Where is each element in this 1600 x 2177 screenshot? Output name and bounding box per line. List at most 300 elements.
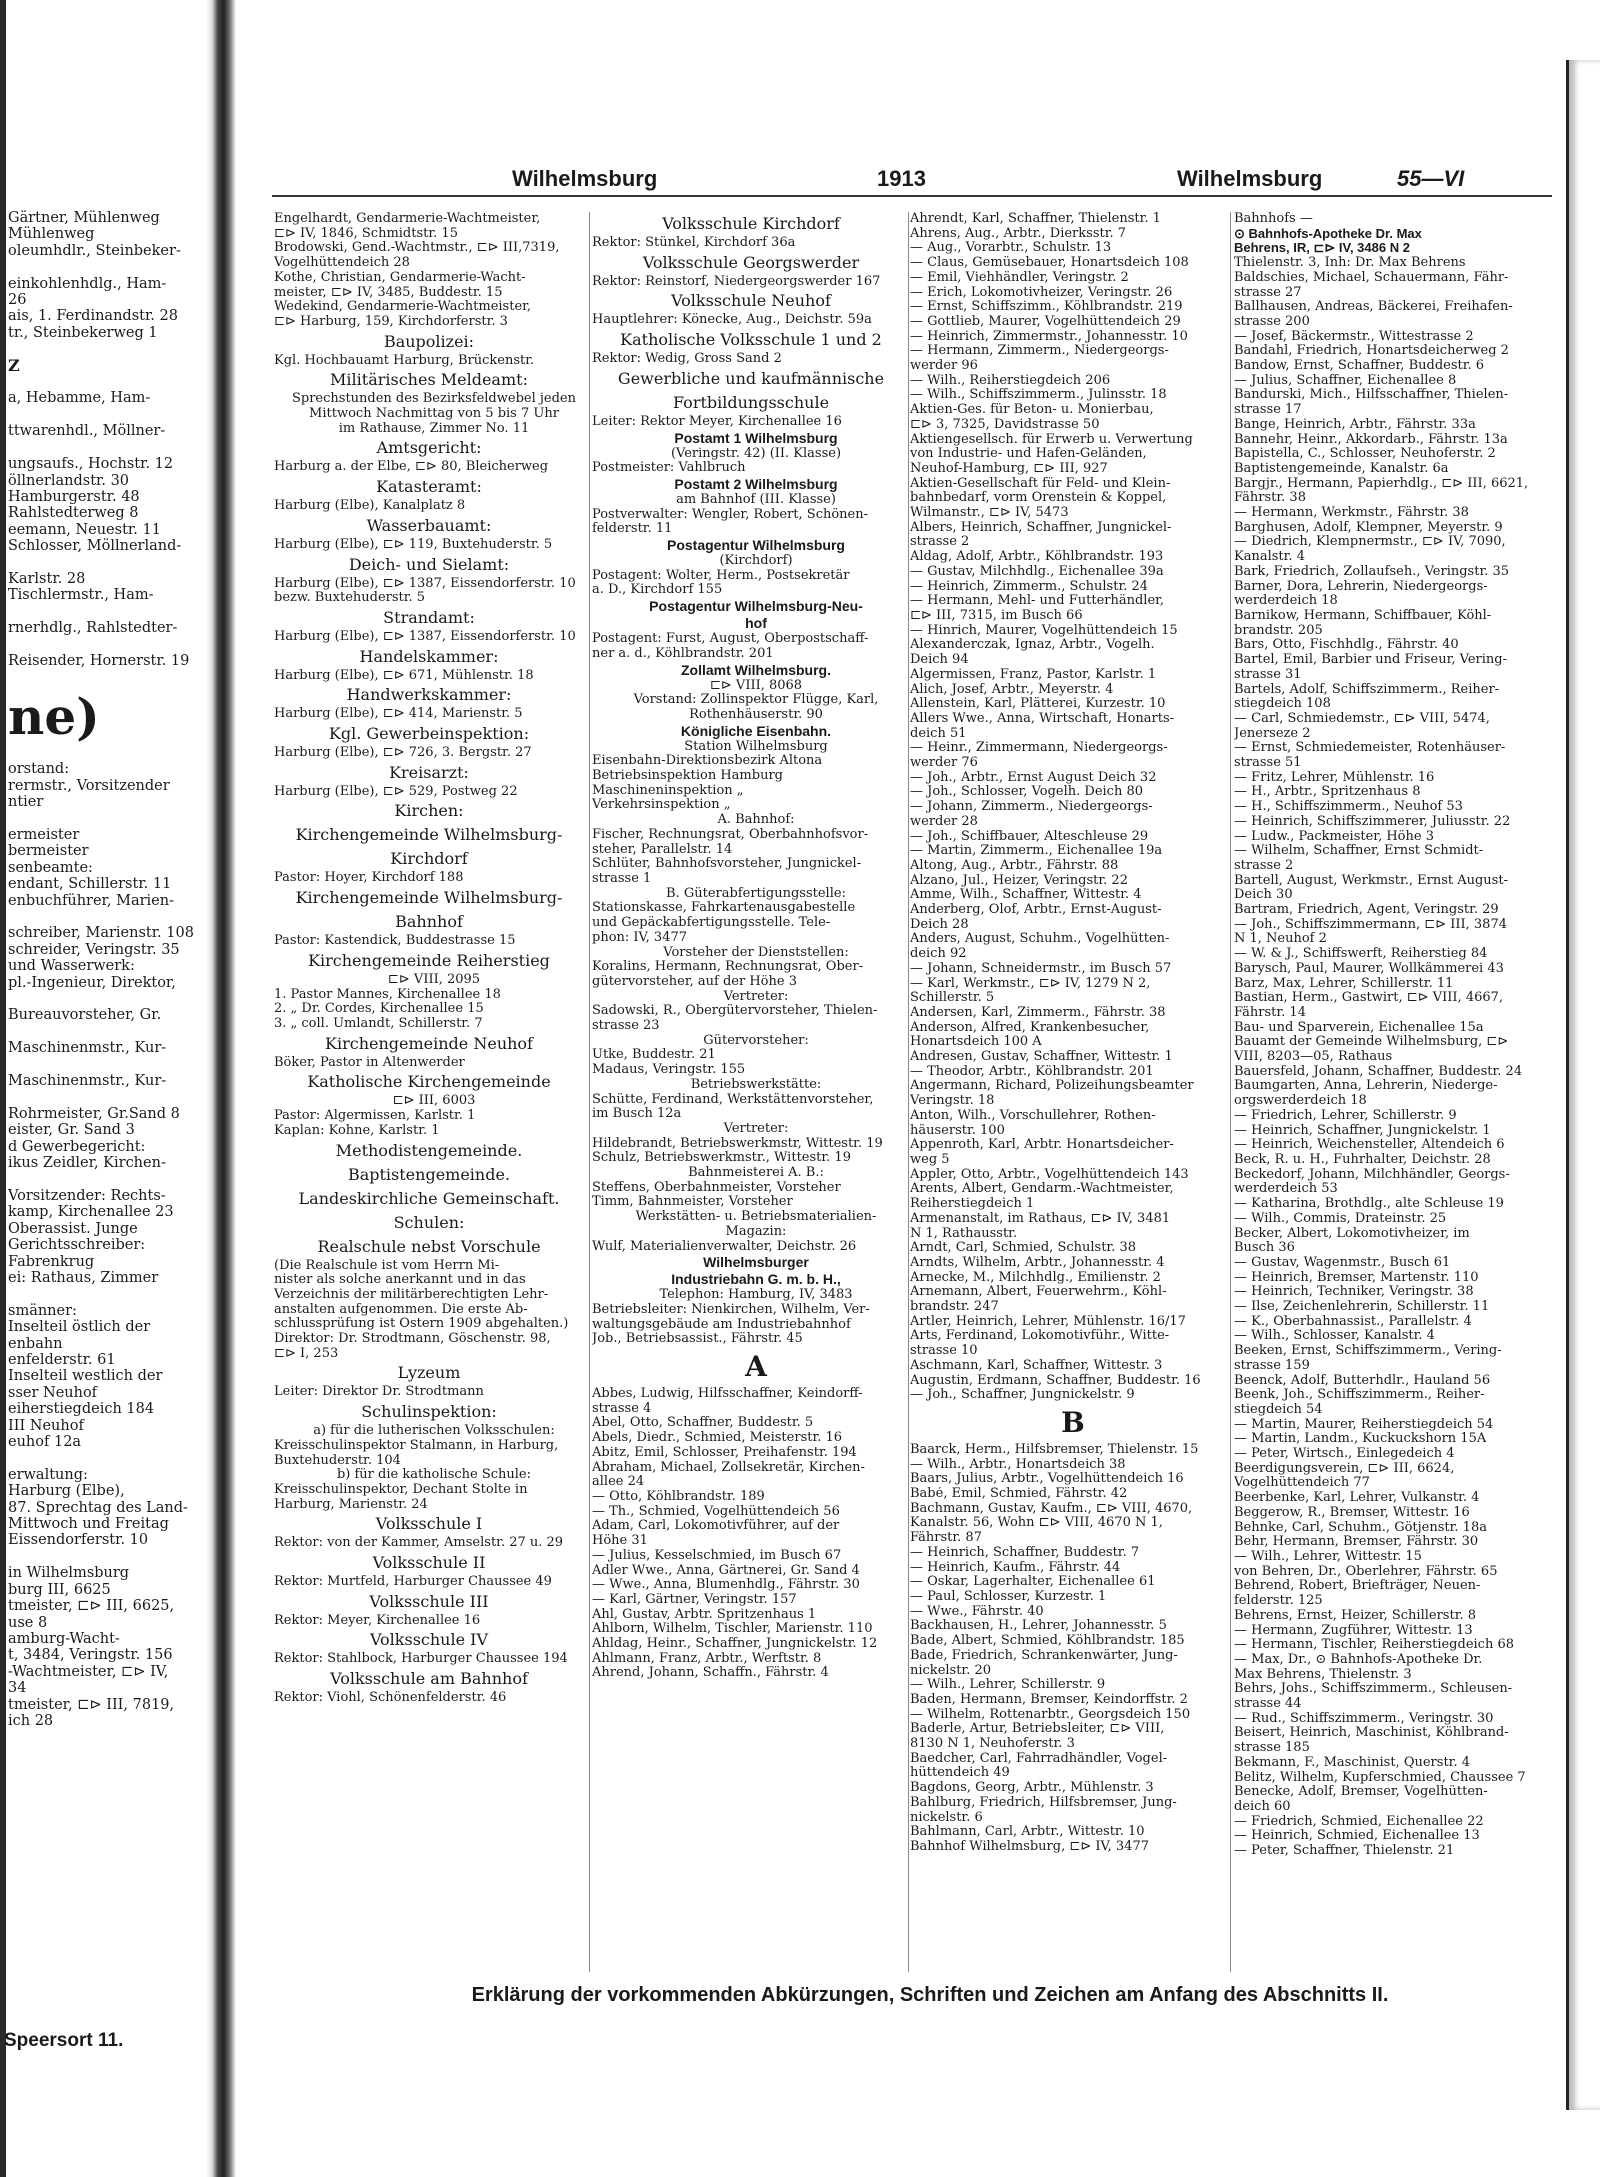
directory-line: Pastor: Algermissen, Karlstr. 1	[274, 1109, 476, 1124]
fragment-line: Rahlstedterweg 8	[8, 505, 139, 522]
directory-line: Harburg (Elbe), ⊏⊳ 414, Marienstr. 5	[274, 707, 523, 722]
directory-column-2	[592, 212, 910, 2012]
directory-line: Abraham, Michael, Zollsekretär, Kirchen-	[592, 1460, 865, 1475]
directory-line: — Heinrich, Zimmerm., Schulstr. 24	[910, 579, 1149, 594]
fragment-line: ikus Zeidler, Kirchen-	[8, 1155, 166, 1172]
directory-line: 3. „ coll. Umlandt, Schillerstr. 7	[274, 1016, 483, 1031]
directory-line: Rektor: Viohl, Schönenfelderstr. 46	[274, 1691, 507, 1706]
fragment-line	[8, 1450, 204, 1466]
directory-line: (Kirchdorf)	[719, 554, 793, 569]
directory-line: Arents, Albert, Gendarm.-Wachtmeister,	[910, 1182, 1174, 1197]
directory-line: Bartel, Emil, Barbier und Friseur, Vering-	[1234, 653, 1508, 668]
directory-line: Steffens, Oberbahnmeister, Vorsteher	[592, 1180, 841, 1195]
directory-line: und Gepäckabfertigungsstelle. Tele-	[592, 916, 831, 931]
directory-line: — Oskar, Lagerhalter, Eichenallee 61	[910, 1575, 1156, 1590]
directory-line: Veringstr. 18	[910, 1094, 995, 1109]
directory-line: Werkstätten- u. Betriebsmaterialien-	[635, 1210, 877, 1225]
directory-line: brandstr. 205	[1234, 623, 1323, 638]
directory-line: strasse 4	[592, 1401, 652, 1416]
directory-line: Postagent: Wolter, Herm., Postsekretär	[592, 568, 850, 583]
directory-line: Rektor: Meyer, Kirchenallee 16	[274, 1613, 481, 1628]
section-heading: Gewerbliche und kaufmännische	[617, 368, 885, 388]
directory-line: Bahnhof Wilhelmsburg, ⊏⊳ IV, 3477	[910, 1839, 1149, 1854]
directory-line: häuserstr. 100	[910, 1123, 1005, 1138]
directory-line: Verkehrsinspektion „	[592, 798, 731, 813]
directory-line: strasse 185	[1234, 1741, 1310, 1756]
fragment-line	[8, 811, 204, 827]
directory-line: — Wilhelm, Rottenarbtr., Georgsdeich 150	[910, 1707, 1191, 1722]
directory-line: Beerbenke, Karl, Lehrer, Vulkanstr. 4	[1234, 1491, 1480, 1506]
directory-line: Honartsdeich 100 A	[910, 1035, 1042, 1050]
directory-line: bahnbedarf, vorm Orenstein & Koppel,	[910, 491, 1167, 506]
fragment-line: ich 28	[8, 1712, 54, 1729]
directory-line: Vorsteher der Dienststellen:	[663, 945, 849, 960]
directory-line: Beisert, Heinrich, Maschinist, Köhlbrand-	[1234, 1726, 1509, 1741]
directory-line: werder 96	[910, 359, 978, 374]
directory-line: von Behren, Dr., Oberlehrer, Fährstr. 65	[1234, 1564, 1498, 1579]
directory-line: brandstr. 247	[910, 1300, 999, 1315]
directory-line: 8130 N 1, Neuhoferstr. 3	[910, 1737, 1075, 1752]
directory-line: von Industrie- und Hafen-Geländen,	[910, 447, 1147, 462]
directory-line: Algermissen, Franz, Pastor, Karlstr. 1	[910, 667, 1157, 682]
fragment-line: 87. Sprechtag des Land-	[8, 1499, 188, 1516]
directory-line: Vertreter:	[723, 1121, 789, 1136]
directory-line: — Emil, Viehhändler, Veringstr. 2	[910, 270, 1129, 285]
directory-line: Brodowski, Gend.-Wachtmstr., ⊏⊳ III,7319,	[274, 241, 560, 256]
directory-line: Behrens, Ernst, Heizer, Schillerstr. 8	[1234, 1608, 1477, 1623]
fragment-line: Maschinenmstr., Kur-	[8, 1073, 167, 1090]
directory-line: Fischer, Rechnungsrat, Oberbahnhofsvor-	[592, 827, 869, 842]
directory-line: Arndts, Wilhelm, Arbtr., Johannesstr. 4	[910, 1255, 1165, 1270]
fragment-line: enbahn	[8, 1335, 63, 1352]
directory-line: — Theodor, Arbtr., Köhlbrandstr. 201	[910, 1064, 1154, 1079]
directory-line: Andresen, Gustav, Schaffner, Wittestr. 1	[910, 1050, 1173, 1065]
directory-line: deich 92	[910, 947, 967, 962]
directory-line: — Heinrich, Kaufm., Fährstr. 44	[910, 1560, 1121, 1575]
directory-line: — Paul, Schlosser, Kurzestr. 1	[910, 1589, 1107, 1604]
fragment-line: eemann, Neuestr. 11	[8, 521, 161, 538]
directory-line: Arnecke, M., Milchhdlg., Emilienstr. 2	[910, 1270, 1161, 1285]
section-heading: Handelskammer:	[359, 646, 499, 666]
directory-line: Behrend, Robert, Briefträger, Neuen-	[1234, 1579, 1481, 1594]
directory-line: — Aug., Vorarbtr., Schulstr. 13	[910, 241, 1112, 256]
fragment-line: Gärtner, Mühlenweg	[8, 210, 160, 226]
directory-line: — Heinrich, Schiffszimmerer, Juliusstr. 22	[1234, 814, 1511, 829]
directory-line: ⊏⊳ III, 6003	[392, 1094, 476, 1109]
section-heading: Kirchengemeinde Neuhof	[325, 1033, 533, 1053]
directory-line: — Wilhelm, Schaffner, Ernst Schmidt-	[1234, 844, 1484, 859]
fragment-line: Inselteil östlich der	[8, 1319, 151, 1336]
fragment-line: 26	[8, 292, 27, 309]
section-heading: Amtsgericht:	[376, 438, 482, 458]
section-heading: Zollamt Wilhelmsburg.	[681, 661, 831, 678]
fragment-line: ungsaufs., Hochstr. 12	[8, 456, 174, 473]
header-rule	[272, 195, 1552, 197]
directory-line: Baars, Julius, Arbtr., Vogelhüttendeich 16	[910, 1472, 1184, 1487]
fragment-line: Bureauvorsteher, Gr.	[8, 1007, 162, 1024]
fragment-line: Tischlermstr., Ham-	[8, 587, 154, 604]
directory-line: — Th., Schmied, Vogelhüttendeich 56	[592, 1504, 840, 1519]
directory-line: — H., Arbtr., Spritzenhaus 8	[1234, 785, 1421, 800]
directory-line: Bauersfeld, Johann, Schaffner, Buddestr. 24	[1234, 1064, 1523, 1079]
directory-line: Bartell, August, Werkmstr., Ernst August-	[1234, 873, 1508, 888]
letter-heading: B	[1061, 1405, 1085, 1439]
fragment-line	[8, 991, 204, 1007]
section-heading: Baptistengemeinde.	[347, 1164, 511, 1184]
directory-line: — Friedrich, Lehrer, Schillerstr. 9	[1234, 1108, 1457, 1123]
fragment-line	[8, 259, 204, 275]
header-place-left: Wilhelmsburg	[512, 166, 658, 191]
directory-line: b) für die katholische Schule:	[336, 1468, 532, 1483]
directory-line: Bade, Albert, Schmied, Köhlbrandstr. 185	[910, 1634, 1185, 1649]
directory-line: ⊏⊳ VIII, 8068	[709, 678, 803, 693]
directory-line: — W. & J., Schiffswerft, Reiherstieg 84	[1234, 947, 1488, 962]
fragment-line: einkohlenhdlg., Ham-	[8, 275, 167, 292]
section-heading: Realschule nebst Vorschule	[317, 1236, 541, 1256]
fragment-line: use 8	[8, 1614, 48, 1631]
directory-line: Beckedorf, Johann, Milchhändler, Georgs-	[1234, 1167, 1510, 1182]
directory-line: Rektor: Murtfeld, Harburger Chaussee 49	[274, 1575, 552, 1590]
directory-line: (Veringstr. 42) (II. Klasse)	[670, 446, 842, 461]
fragment-line: III Neuhof	[8, 1417, 84, 1434]
facing-page-footer: Speersort 11.	[4, 2030, 124, 2051]
directory-line: Amme, Wilh., Schaffner, Wittestr. 4	[910, 888, 1142, 903]
directory-line: Aldag, Adolf, Arbtr., Köhlbrandstr. 193	[910, 550, 1164, 565]
directory-line: — Joh., Arbtr., Ernst August Deich 32	[910, 770, 1157, 785]
directory-line: Wilmanstr., ⊏⊳ IV, 5473	[910, 506, 1069, 521]
section-heading: Strandamt:	[383, 607, 475, 627]
directory-line: — Martin, Landm., Kuckuckshorn 15A	[1234, 1432, 1487, 1447]
directory-line: Appler, Otto, Arbtr., Vogelhüttendeich 143	[910, 1167, 1189, 1182]
fragment-line: ne)	[8, 687, 100, 747]
facing-page-fragment	[8, 210, 204, 2050]
directory-line: stiegdeich 54	[1234, 1402, 1323, 1417]
directory-line: im Busch 12a	[592, 1107, 682, 1122]
directory-line: Barghusen, Adolf, Klempner, Meyerstr. 9	[1234, 520, 1503, 535]
section-heading: Methodistengemeinde.	[335, 1140, 523, 1160]
directory-line: deich 51	[910, 726, 967, 741]
directory-line: ner a. d., Köhlbrandstr. 201	[592, 646, 774, 661]
fragment-line: Reisender, Hornerstr. 19	[8, 652, 190, 669]
directory-line: — Wilh., Lehrer, Wittestr. 15	[1234, 1549, 1422, 1564]
directory-line: strasse 17	[1234, 403, 1302, 418]
section-heading: Lyzeum	[397, 1363, 461, 1383]
directory-line: Rektor: Wedig, Gross Sand 2	[592, 352, 782, 367]
directory-line: Postmeister: Vahlbruch	[592, 461, 746, 476]
directory-line: waltungsgebäude am Industriebahnhof	[592, 1317, 851, 1332]
directory-line: Bade, Friedrich, Schrankenwärter, Jung-	[910, 1648, 1178, 1663]
section-heading: Katholische Kirchengemeinde	[307, 1072, 551, 1092]
running-header	[512, 166, 1562, 196]
page-number: 55—VI	[1397, 166, 1465, 191]
directory-line: Beeken, Ernst, Schiffszimmerm., Vering-	[1234, 1344, 1502, 1359]
directory-line: — Julius, Schaffner, Eichenallee 8	[1234, 373, 1457, 388]
section-heading: Schulen:	[393, 1212, 465, 1232]
fragment-line	[8, 637, 204, 653]
directory-line: Baumgarten, Anna, Lehrerin, Niederge-	[1234, 1079, 1498, 1094]
directory-line: Fährstr. 38	[1234, 491, 1306, 506]
section-heading: Kirchengemeinde Wilhelmsburg-	[295, 825, 563, 845]
directory-line: Behrs, Johs., Schiffszimmerm., Schleusen-	[1234, 1682, 1513, 1697]
directory-line: Abitz, Emil, Schlosser, Preihafenstr. 194	[592, 1445, 857, 1460]
directory-line: Wulf, Materialienverwalter, Deichstr. 26	[592, 1239, 857, 1254]
directory-line: Schulz, Betriebswerkmstr., Wittestr. 19	[592, 1151, 851, 1166]
directory-line: Vertreter:	[723, 989, 789, 1004]
directory-line: Backhausen, H., Lehrer, Johannesstr. 5	[910, 1619, 1167, 1634]
directory-line: Bars, Otto, Fischhdlg., Fährstr. 40	[1234, 638, 1459, 653]
directory-line: Barz, Max, Lehrer, Schillerstr. 11	[1234, 976, 1454, 991]
directory-line: Ahrend, Johann, Schaffn., Fährstr. 4	[592, 1666, 829, 1681]
directory-line: — Heinr., Zimmermann, Niedergeorgs-	[910, 741, 1168, 756]
directory-line: Harburg, Marienstr. 24	[274, 1497, 428, 1512]
directory-line: a) für die lutherischen Volksschulen:	[313, 1424, 555, 1439]
fragment-line: Inselteil westlich der	[8, 1368, 163, 1385]
section-heading: Postamt 2 Wilhelmsburg	[674, 475, 838, 492]
directory-line: Adler Wwe., Anna, Gärtnerei, Gr. Sand 4	[592, 1563, 860, 1578]
section-heading: Kgl. Gewerbeinspektion:	[328, 724, 530, 744]
directory-line: werder 28	[910, 814, 978, 829]
directory-line: Allenstein, Karl, Plätterei, Kurzestr. 10	[910, 697, 1166, 712]
fragment-line: pl.-Ingenieur, Direktor,	[8, 974, 176, 991]
directory-line: — Hinrich, Maurer, Vogelhüttendeich 15	[910, 623, 1178, 638]
directory-line: Neuhof-Hamburg, ⊏⊳ III, 927	[910, 461, 1108, 476]
fragment-line: a, Hebamme, Ham-	[8, 390, 151, 407]
directory-line: Baarck, Herm., Hilfsbremser, Thielenstr. 15	[910, 1442, 1199, 1457]
section-heading: Volksschule IV	[369, 1630, 489, 1650]
directory-line: allee 24	[592, 1475, 645, 1490]
fragment-line: ntier	[8, 794, 44, 811]
directory-line: bezw. Buxtehuderstr. 5	[274, 591, 426, 606]
directory-line: gütervorsteher, auf der Höhe 3	[592, 974, 797, 989]
directory-line: Ahlmann, Franz, Arbtr., Werftstr. 8	[592, 1651, 822, 1666]
directory-line: — Katharina, Brothdlg., alte Schleuse 19	[1234, 1197, 1504, 1212]
directory-line: Aktien-Gesellschaft für Feld- und Klein-	[910, 476, 1171, 491]
directory-line: Böker, Pastor in Altenwerder	[274, 1055, 465, 1070]
directory-line: strasse 2	[1234, 858, 1294, 873]
directory-line: ⊙ Bahnhofs-Apotheke Dr. Max	[1234, 226, 1422, 241]
fragment-line	[8, 374, 204, 390]
directory-line: — Max, Dr., ⊙ Bahnhofs-Apotheke Dr.	[1234, 1652, 1483, 1667]
directory-line: Harburg (Elbe), ⊏⊳ 1387, Eissendorferstr. 10	[274, 576, 576, 591]
directory-line: Ahrendt, Karl, Schaffner, Thielenstr. 1	[910, 212, 1161, 226]
directory-line: Bandahl, Friedrich, Honartsdeicherweg 2	[1234, 344, 1509, 359]
directory-line: werder 76	[910, 756, 978, 771]
directory-line: Rektor: Stahlbock, Harburger Chaussee 194	[274, 1652, 568, 1667]
directory-line: nister als solche anerkannt und in das	[274, 1273, 526, 1288]
column-divider	[1230, 212, 1231, 1972]
fragment-line	[8, 604, 204, 620]
section-heading: Handwerkskammer:	[346, 685, 512, 705]
directory-line: Vogelhüttendeich 77	[1234, 1476, 1370, 1491]
directory-line: Hildebrandt, Betriebswerkmstr, Wittestr. 19	[592, 1136, 883, 1151]
section-heading: Industriebahn G. m. b. H.,	[671, 1271, 841, 1288]
directory-line: strasse 31	[1234, 667, 1302, 682]
directory-line: — Heinrich, Weichensteller, Altendeich 6	[1234, 1138, 1505, 1153]
fragment-line	[8, 407, 204, 423]
directory-line: Baderle, Artur, Betriebsleiter, ⊏⊳ VIII,	[910, 1722, 1165, 1737]
fragment-line	[8, 1286, 204, 1302]
directory-line: — Heinrich, Bremser, Martenstr. 110	[1234, 1270, 1479, 1285]
section-heading: Schulinspektion:	[361, 1402, 497, 1422]
fragment-line: amburg-Wacht-	[8, 1630, 120, 1647]
fragment-line: Hamburgerstr. 48	[8, 488, 140, 505]
directory-line: Timm, Bahnmeister, Vorsteher	[592, 1195, 793, 1210]
directory-line: — Gustav, Wagenmstr., Busch 61	[1234, 1255, 1451, 1270]
directory-line: strasse 159	[1234, 1358, 1310, 1373]
directory-line: orgswerderdeich 18	[1234, 1094, 1367, 1109]
directory-line: Anders, August, Schuhm., Vogelhütten-	[910, 932, 1170, 947]
directory-line: Artler, Heinrich, Lehrer, Mühlenstr. 16/17	[910, 1314, 1186, 1329]
directory-line: Postagent: Furst, August, Oberpostschaff-	[592, 632, 869, 647]
fragment-line: Fabrenkrug	[8, 1253, 95, 1270]
directory-line: Buxtehuderstr. 104	[274, 1453, 401, 1468]
directory-line: Deich 94	[910, 653, 969, 668]
section-heading: Volksschule Kirchdorf	[662, 214, 840, 233]
directory-line: Appenroth, Karl, Arbtr. Honartsdeicher-	[910, 1138, 1174, 1153]
directory-line: Augustin, Erdmann, Schaffner, Buddestr. 16	[910, 1373, 1201, 1388]
directory-line: Stationskasse, Fahrkartenausgabestelle	[592, 901, 856, 916]
directory-line: Baden, Hermann, Bremser, Keindorffstr. 2	[910, 1692, 1188, 1707]
directory-line: Bauamt der Gemeinde Wilhelmsburg, ⊏⊳	[1234, 1035, 1509, 1050]
directory-line: Bahnhofs —	[1234, 212, 1313, 226]
section-heading: Katasteramt:	[376, 477, 482, 497]
directory-line: ⊏⊳ 3, 7325, Davidstrasse 50	[910, 417, 1100, 432]
directory-line: Harburg (Elbe), ⊏⊳ 671, Mühlenstr. 18	[274, 668, 534, 683]
directory-line: Gütervorsteher:	[703, 1033, 809, 1048]
directory-line: — Hermann, Tischler, Reiherstiegdeich 68	[1234, 1638, 1515, 1653]
directory-line: A. Bahnhof:	[717, 813, 795, 828]
section-heading: Kirchen:	[394, 801, 464, 821]
fragment-line	[8, 1057, 204, 1073]
directory-line: — Otto, Köhlbrandstr. 189	[592, 1490, 765, 1504]
fragment-line: tr., Steinbekerweg 1	[8, 324, 158, 341]
book-gutter	[206, 0, 236, 2177]
fragment-line: eister, Gr. Sand 3	[8, 1122, 135, 1139]
directory-line: Reiherstiegdeich 1	[910, 1197, 1035, 1212]
fragment-line	[8, 555, 204, 571]
directory-line: — Carl, Schmiedemstr., ⊏⊳ VIII, 5474,	[1234, 711, 1490, 726]
directory-line: Utke, Buddestr. 21	[592, 1048, 716, 1063]
fragment-line: ais, 1. Ferdinandstr. 28	[8, 308, 178, 325]
directory-line: nickelstr. 6	[910, 1810, 983, 1825]
directory-line: anstalten aufgenommen. Die erste Ab-	[274, 1302, 528, 1317]
directory-line: Höhe 31	[592, 1534, 648, 1549]
directory-line: — Ernst, Schiffszimm., Köhlbrandstr. 219	[910, 300, 1183, 315]
fragment-line: burg III, 6625	[8, 1581, 111, 1598]
page-edge-right	[1566, 60, 1600, 2110]
directory-line: Bange, Heinrich, Arbtr., Fährstr. 33a	[1234, 417, 1476, 432]
directory-line: Rektor: Reinstorf, Niedergeorgswerder 167	[592, 274, 881, 289]
directory-line: — Peter, Wirtsch., Einlegedeich 4	[1234, 1447, 1455, 1462]
directory-line: Bandurski, Mich., Hilfsschaffner, Thielen-	[1234, 388, 1509, 403]
directory-line: Bahlburg, Friedrich, Hilfsbremser, Jung-	[910, 1795, 1177, 1810]
section-heading: Katholische Volksschule 1 und 2	[620, 330, 882, 350]
directory-line: Barner, Dora, Lehrerin, Niedergeorgs-	[1234, 579, 1488, 594]
directory-line: Deich 28	[910, 917, 969, 932]
directory-line: felderstr. 11	[592, 522, 673, 537]
directory-line: Hauptlehrer: Könecke, Aug., Deichstr. 59a	[592, 313, 872, 328]
directory-line: — Wilh., Commis, Drateinstr. 25	[1234, 1211, 1447, 1226]
fragment-line: Schlosser, Möllnerland-	[8, 538, 182, 555]
directory-line: ⊏⊳ Harburg, 159, Kirchdorferstr. 3	[274, 314, 508, 329]
section-heading: Postagentur Wilhelmsburg-Neu-	[649, 598, 863, 615]
directory-line: Bau- und Sparverein, Eichenallee 15a	[1234, 1020, 1484, 1035]
section-heading: Landeskirchliche Gemeinschaft.	[298, 1188, 560, 1208]
fragment-line: tmeister, ⊏⊳ III, 6625,	[8, 1598, 175, 1615]
directory-line: — Gottlieb, Maurer, Vogelhüttendeich 29	[910, 314, 1181, 329]
directory-line: Fährstr. 14	[1234, 1005, 1306, 1020]
fragment-line: ermeister	[8, 827, 80, 843]
fragment-line	[8, 1549, 204, 1565]
directory-line: Thielenstr. 3, Inh: Dr. Max Behrens	[1234, 256, 1466, 271]
fragment-line: ttwarenhdl., Möllner-	[8, 423, 166, 440]
directory-line: Alexanderczak, Ignaz, Arbtr., Vogelh.	[910, 638, 1155, 653]
directory-line: Telephon: Hamburg, IV, 3483	[659, 1288, 853, 1303]
fragment-line: Oberassist. Junge	[8, 1220, 138, 1237]
directory-line: Barysch, Paul, Maurer, Wollkämmerei 43	[1234, 961, 1504, 976]
fragment-line: kamp, Kirchenallee 23	[8, 1204, 174, 1221]
directory-line: Harburg (Elbe), ⊏⊳ 119, Buxtehuderstr. 5	[274, 537, 553, 552]
directory-line: Alich, Josef, Arbtr., Meyerstr. 4	[910, 682, 1114, 697]
directory-line: hüttendeich 49	[910, 1766, 1010, 1781]
section-heading: Deich- und Sielamt:	[348, 554, 510, 574]
header-year: 1913	[877, 166, 926, 191]
directory-line: Harburg a. der Elbe, ⊏⊳ 80, Bleicherweg	[274, 460, 549, 475]
fragment-line: und Wasserwerk:	[8, 958, 135, 975]
directory-line: strasse 2	[910, 535, 970, 550]
directory-line: Postverwalter: Wengler, Robert, Schönen-	[592, 507, 869, 522]
section-heading: Königliche Eisenbahn.	[680, 722, 832, 739]
abbreviations-note: Erklärung der vorkommenden Abkürzungen, Schriften und Zeichen am Anfang des Abschnitts II.	[471, 1984, 1389, 2006]
fragment-line: Gerichtsschreiber:	[8, 1237, 146, 1254]
fragment-line: Mühlenweg	[8, 226, 95, 243]
directory-line: Ahl, Gustav, Arbtr. Spritzenhaus 1	[592, 1607, 817, 1622]
directory-line: phon: IV, 3477	[592, 930, 688, 945]
fragment-line: smänner:	[8, 1302, 77, 1319]
directory-line: Wedekind, Gendarmerie-Wachtmeister,	[274, 300, 532, 315]
directory-line: Harburg (Elbe), ⊏⊳ 529, Postweg 22	[274, 784, 518, 799]
directory-line: Ahldag, Heinr., Schaffner, Jungnickelstr. 12	[592, 1637, 878, 1652]
section-heading: Fortbildungsschule	[672, 392, 830, 412]
directory-line: Kothe, Christian, Gendarmerie-Wacht-	[274, 270, 526, 285]
directory-line: stiegdeich 108	[1234, 697, 1331, 712]
directory-line: Vorstand: Zollinspektor Flügge, Karl,	[633, 693, 879, 708]
fragment-line: erwaltung:	[8, 1466, 88, 1483]
directory-line: — Wilh., Schiffszimmerm., Julinsstr. 18	[910, 388, 1167, 403]
directory-line: strasse 1	[592, 871, 652, 886]
directory-line: — Karl, Gärtner, Veringstr. 157	[592, 1592, 797, 1607]
directory-line: Max Behrens, Thielenstr. 3	[1234, 1667, 1412, 1682]
directory-line: — Wwe., Anna, Blumenhdlg., Fährstr. 30	[592, 1578, 860, 1593]
directory-line: Mittwoch Nachmittag von 5 bis 7 Uhr	[309, 407, 559, 422]
fragment-line: ei: Rathaus, Zimmer	[8, 1269, 159, 1286]
directory-line: B. Güterabfertigungsstelle:	[666, 886, 846, 901]
directory-line: Bark, Friedrich, Zollaufseh., Veringstr. 35	[1234, 564, 1510, 579]
directory-line: Sadowski, R., Obergütervorsteher, Thielen-	[592, 1004, 878, 1019]
directory-line: Beenk, Joh., Schiffszimmerm., Reiher-	[1234, 1388, 1485, 1403]
directory-line: — Joh., Schaffner, Jungnickelstr. 9	[910, 1388, 1135, 1403]
directory-line: Beck, R. u. H., Fuhrhalter, Deichstr. 28	[1234, 1153, 1491, 1167]
fragment-line: t, 3484, Veringstr. 156	[8, 1647, 173, 1664]
fragment-line: sser Neuhof	[8, 1384, 98, 1401]
directory-line: — K., Oberbahnassist., Parallelstr. 4	[1234, 1314, 1472, 1329]
directory-line: — Johann, Schneidermstr., im Busch 57	[910, 961, 1172, 976]
directory-line: Barnikow, Hermann, Schiffbauer, Köhl-	[1234, 608, 1492, 623]
directory-line: Kanalstr. 56, Wohn ⊏⊳ VIII, 4670 N 1,	[910, 1516, 1163, 1531]
fragment-line: Vorsitzender: Rechts-	[8, 1187, 166, 1204]
directory-line: Bahnmeisterei A. B.:	[688, 1166, 824, 1181]
directory-line: Leiter: Direktor Dr. Strodtmann	[274, 1385, 484, 1400]
